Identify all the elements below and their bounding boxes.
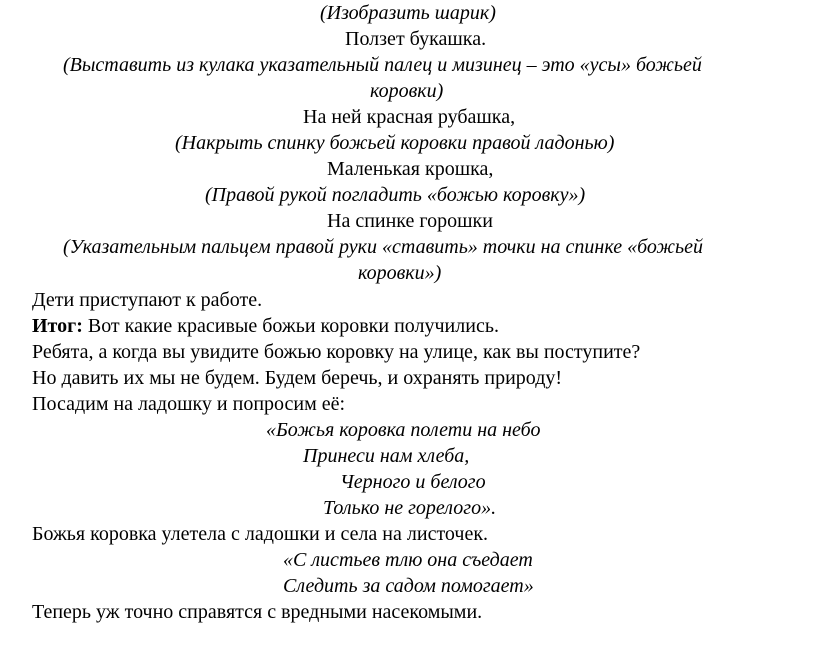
instruction-extend-fingers: (Выставить из кулака указательный палец и мизинец – это «усы» божьей: [63, 54, 702, 76]
instruction-cover-back: (Накрыть спинку божьей коровки правой ладонью): [175, 132, 615, 154]
instruction-draw-ball: (Изобразить шарик): [320, 2, 496, 24]
rhyme-line-4: Только не горелого».: [323, 497, 497, 519]
rhyme-line-3: Черного и белого: [340, 471, 486, 493]
rhyme-line-2: Принеси нам хлеба,: [303, 445, 470, 467]
instruction-stroke-ladybug: (Правой рукой погладить «божью коровку»): [205, 184, 586, 206]
poem-line-dots: На спинке горошки: [327, 210, 493, 232]
instruction-extend-fingers-cont: коровки): [370, 80, 444, 102]
summary-label: Итог:: [32, 315, 83, 337]
rhyme2-line-2: Следить за садом помогает»: [283, 575, 534, 597]
rhyme-line-1: «Божья коровка полети на небо: [266, 419, 541, 441]
question-line: Ребята, а когда вы увидите божью коровку на улице, как вы поступите?: [32, 341, 641, 363]
summary-line: [32, 313, 499, 339]
poem-line-crawls-bug: Ползет букашка.: [345, 28, 487, 50]
conclusion-line: Теперь уж точно справятся с вредными насекомыми.: [32, 601, 483, 623]
children-start-work: Дети приступают к работе.: [32, 289, 263, 311]
rhyme2-line-1: «С листьев тлю она съедает: [283, 549, 533, 571]
poem-line-red-shirt: На ней красная рубашка,: [303, 106, 516, 128]
ladybug-flew-line: Божья коровка улетела с ладошки и села на листочек.: [32, 523, 489, 545]
summary-text: Вот какие красивые божьи коровки получились.: [87, 315, 499, 337]
ask-ladybug-line: Посадим на ладошку и попросим её:: [32, 393, 346, 415]
poem-line-little-crumb: Маленькая крошка,: [327, 158, 494, 180]
instruction-place-dots-cont: коровки»): [358, 262, 442, 284]
instruction-place-dots: (Указательным пальцем правой руки «ставить» точки на спинке «божьей: [63, 236, 703, 258]
protect-nature-line: Но давить их мы не будем. Будем беречь, и охранять природу!: [32, 367, 563, 389]
